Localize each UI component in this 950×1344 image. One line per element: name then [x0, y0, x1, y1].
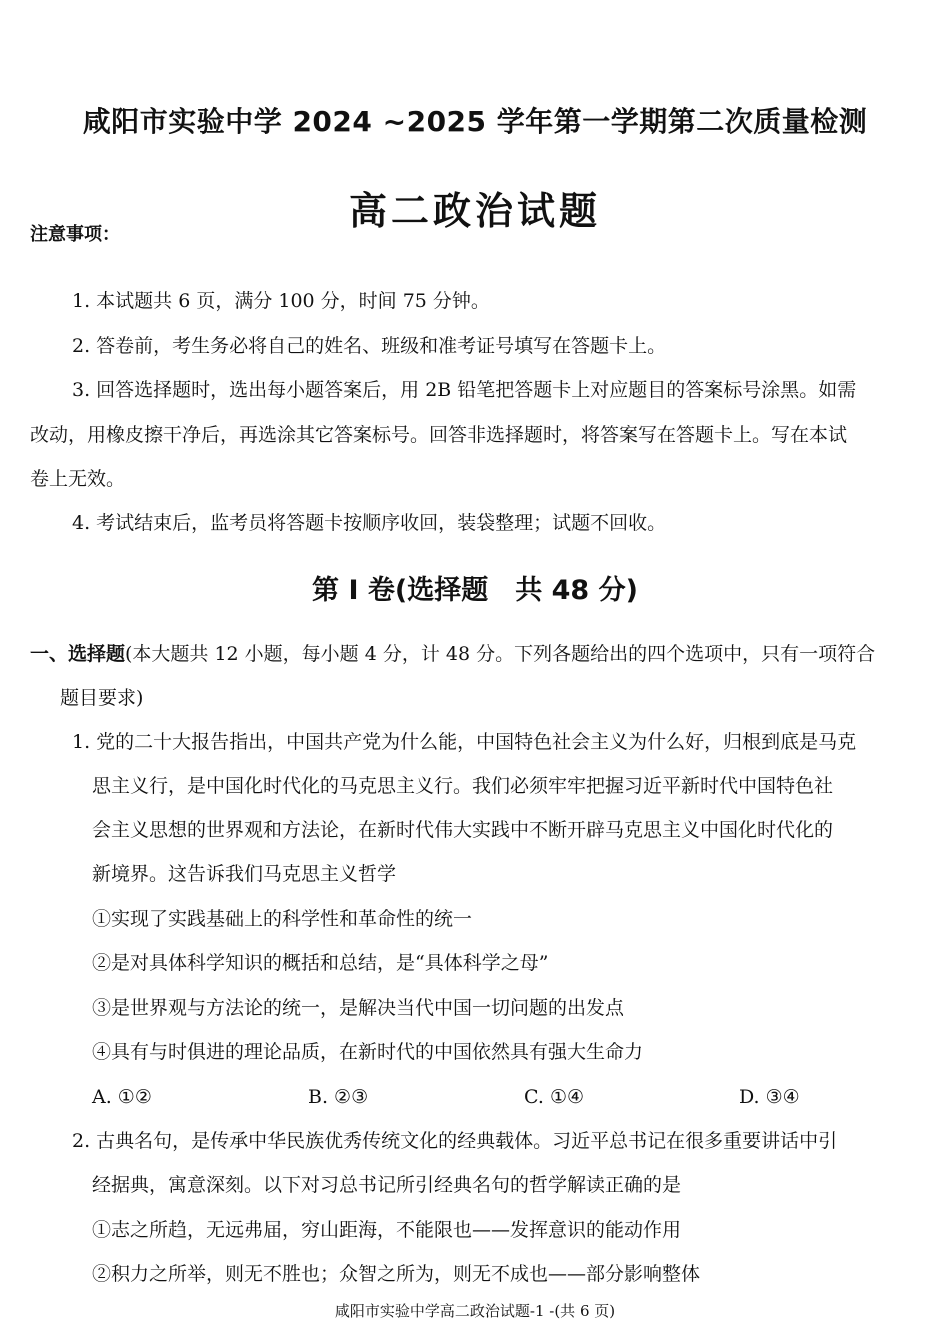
q1-stem-line-4: 新境界。这告诉我们马克思主义哲学	[92, 863, 397, 885]
school-exam-title: 咸阳市实验中学 2024 ~2025 学年第一学期第二次质量检测	[82, 105, 868, 138]
q1-option-c: C. ①④	[524, 1086, 585, 1108]
q1-stem-line-2: 思主义行，是中国化时代化的马克思主义行。我们必须牢牢把握习近平新时代中国特色社	[92, 775, 834, 797]
q1-option-b: B. ②③	[308, 1086, 369, 1108]
notice-heading: 注意事项：	[30, 224, 120, 245]
part-instructions	[30, 632, 875, 676]
part-desc: (本大题共 12 小题，每小题 4 分，计 48 分。下列各题给出的四个选项中，只有一项符合	[125, 643, 876, 665]
q2-stem-line-2: 经据典，寓意深刻。以下对习总书记所引经典名句的哲学解读正确的是	[92, 1174, 682, 1196]
notice-item-4: 4. 考试结束后，监考员将答题卡按顺序收回，装袋整理；试题不回收。	[72, 512, 667, 534]
part-label: 一、选择题	[30, 643, 126, 665]
q2-stem-line-1: 2. 古典名句，是传承中华民族优秀传统文化的经典载体。习近平总书记在很多重要讲话中引	[72, 1130, 838, 1152]
q1-choice-1: ①实现了实践基础上的科学性和革命性的统一	[92, 908, 473, 930]
q2-choice-2: ②积力之所举，则无不胜也；众智之所为，则无不成也——部分影响整体	[92, 1263, 701, 1285]
q1-choice-2: ②是对具体科学知识的概括和总结，是“具体科学之母”	[92, 952, 549, 974]
notice-item-3-cont: 改动，用橡皮擦干净后，再选涂其它答案标号。回答非选择题时，将答案写在答题卡上。写在本试	[30, 424, 848, 446]
exam-subject-title: 高二政治试题	[348, 189, 601, 233]
q1-stem-line-3: 会主义思想的世界观和方法论，在新时代伟大实践中不断开辟马克思主义中国化时代化的	[92, 819, 834, 841]
notice-item-2: 2. 答卷前，考生务必将自己的姓名、班级和准考证号填写在答题卡上。	[72, 335, 667, 357]
q2-choice-1: ①志之所趋，无远弗届，穷山距海，不能限也——发挥意识的能动作用	[92, 1219, 682, 1241]
q1-choice-3: ③是世界观与方法论的统一，是解决当代中国一切问题的出发点	[92, 997, 625, 1019]
notice-item-3: 3. 回答选择题时，选出每小题答案后，用 2B 铅笔把答题卡上对应题目的答案标号涂黑。如需	[72, 379, 857, 401]
q1-option-a: A. ①②	[92, 1086, 152, 1108]
notice-item-3-cont2: 卷上无效。	[30, 468, 126, 490]
section-heading: 第 Ⅰ 卷(选择题 共 48 分)	[312, 575, 638, 606]
q1-option-d: D. ③④	[739, 1086, 800, 1108]
part-desc-cont: 题目要求)	[60, 687, 144, 709]
notice-item-1: 1. 本试题共 6 页，满分 100 分，时间 75 分钟。	[72, 290, 490, 312]
q1-stem-line-1: 1. 党的二十大报告指出，中国共产党为什么能，中国特色社会主义为什么好，归根到底是马克	[72, 731, 857, 753]
page-footer: 咸阳市实验中学高二政治试题-1 -(共 6 页)	[334, 1302, 616, 1320]
q1-choice-4: ④具有与时俱进的理论品质，在新时代的中国依然具有强大生命力	[92, 1041, 644, 1063]
